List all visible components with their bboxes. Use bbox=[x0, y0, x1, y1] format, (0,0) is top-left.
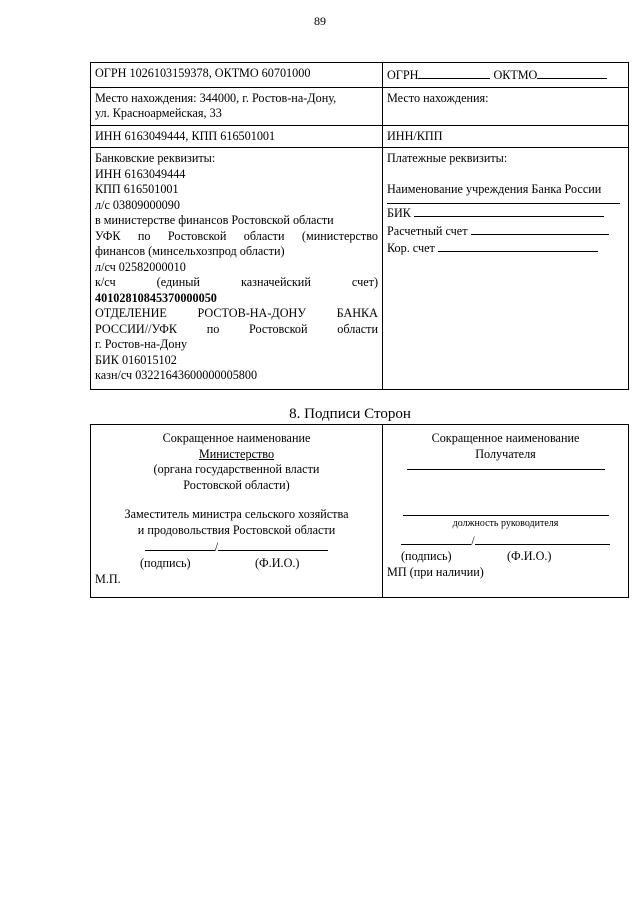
oktmo-blank bbox=[537, 66, 607, 79]
payment-details-recipient bbox=[383, 148, 629, 390]
bank-line: КПП 616501001 bbox=[95, 182, 179, 196]
ogrn-oktmo-text: ОГРН 1026103159378, ОКТМО 60701000 bbox=[95, 66, 311, 80]
signature-recipient bbox=[383, 425, 629, 598]
bank-name-label: Наименование учреждения Банка России bbox=[387, 181, 602, 196]
signature-ministry bbox=[91, 425, 383, 598]
bank-line: к/сч (единый казначейский счет) bbox=[95, 275, 378, 289]
bik-blank bbox=[414, 204, 604, 217]
account-blank bbox=[471, 222, 609, 235]
signatures-table bbox=[90, 424, 629, 598]
payment-label: Платежные реквизиты: bbox=[387, 151, 508, 165]
bank-line: УФК по Ростовской области (министерство bbox=[95, 228, 378, 243]
table-row bbox=[91, 87, 629, 125]
bank-line: ИНН 6163049444 bbox=[95, 166, 186, 181]
address-line-2: ул. Красноармейская, 33 bbox=[95, 106, 222, 120]
corr-blank bbox=[438, 239, 598, 252]
short-name-label: Сокращенное наименование bbox=[162, 431, 311, 445]
authority-note: (органа государственной власти bbox=[153, 462, 320, 476]
account-label: Расчетный счет bbox=[387, 223, 468, 238]
address-line-1: Место нахождения: 344000, г. Ростов-на-Дону, bbox=[95, 90, 337, 105]
bank-line: финансов (минсельхозпрод области) bbox=[95, 244, 285, 258]
bank-details-ministry bbox=[91, 148, 383, 390]
inn-kpp-label: ИНН/КПП bbox=[387, 128, 443, 143]
bank-line: л/сч 02582000010 bbox=[95, 259, 186, 274]
stamp-label: М.П. bbox=[95, 571, 121, 586]
bik-label: БИК bbox=[387, 206, 411, 220]
signatures-title: 8. Подписи Сторон bbox=[289, 406, 411, 422]
recipient-label: Получателя bbox=[475, 446, 536, 461]
signature-caption: (подпись) bbox=[401, 549, 452, 563]
requisites-table bbox=[90, 62, 629, 390]
bank-line: л/с 03809000090 bbox=[95, 197, 180, 212]
authority-note: Ростовской области) bbox=[183, 477, 290, 492]
address-recipient bbox=[383, 87, 629, 125]
stamp-label: МП (при наличии) bbox=[387, 565, 484, 579]
bank-line: Банковские реквизиты: bbox=[95, 151, 216, 165]
bank-name-blank bbox=[387, 197, 620, 204]
page-number: 89 bbox=[314, 14, 326, 28]
ogrn-label: ОГРН bbox=[387, 68, 419, 82]
short-name-label: Сокращенное наименование bbox=[431, 431, 580, 445]
inn-kpp-ministry bbox=[91, 125, 383, 148]
inn-kpp-text: ИНН 6163049444, КПП 616501001 bbox=[95, 128, 276, 143]
signatory-position: и продовольствия Ростовской области bbox=[137, 522, 336, 537]
ministry-name: Министерство bbox=[198, 446, 275, 461]
treasury-account: 40102810845370000050 bbox=[95, 290, 217, 305]
ogrn-blank bbox=[418, 66, 490, 79]
inn-kpp-recipient bbox=[383, 125, 629, 148]
ogrn-oktmo-recipient bbox=[383, 63, 629, 88]
signatory-position: Заместитель министра сельского хозяйства bbox=[124, 507, 349, 521]
corr-label: Кор. счет bbox=[387, 241, 435, 255]
bank-line: РОССИИ//УФК по Ростовской области bbox=[95, 321, 378, 336]
table-row bbox=[91, 125, 629, 148]
bank-line: казн/сч 03221643600000005800 bbox=[95, 368, 258, 382]
bank-line: г. Ростов-на-Дону bbox=[95, 337, 188, 351]
signature-line: / bbox=[387, 532, 624, 550]
ogrn-oktmo-ministry bbox=[91, 63, 383, 88]
oktmo-label: ОКТМО bbox=[493, 68, 538, 82]
signature-line: / bbox=[95, 538, 378, 556]
fio-caption: (Ф.И.О.) bbox=[255, 555, 300, 570]
address-ministry bbox=[91, 87, 383, 125]
bank-line: в министерстве финансов Ростовской области bbox=[95, 213, 334, 227]
table-row bbox=[91, 63, 629, 88]
bank-line: БИК 016015102 bbox=[95, 352, 177, 367]
position-caption: должность руководителя bbox=[452, 518, 559, 529]
fio-caption: (Ф.И.О.) bbox=[507, 549, 552, 563]
table-row bbox=[91, 148, 629, 390]
table-row bbox=[91, 425, 629, 598]
signature-caption: (подпись) bbox=[140, 555, 191, 570]
address-label: Место нахождения: bbox=[387, 90, 489, 105]
bank-line: ОТДЕЛЕНИЕ РОСТОВ-НА-ДОНУ БАНКА bbox=[95, 306, 378, 320]
